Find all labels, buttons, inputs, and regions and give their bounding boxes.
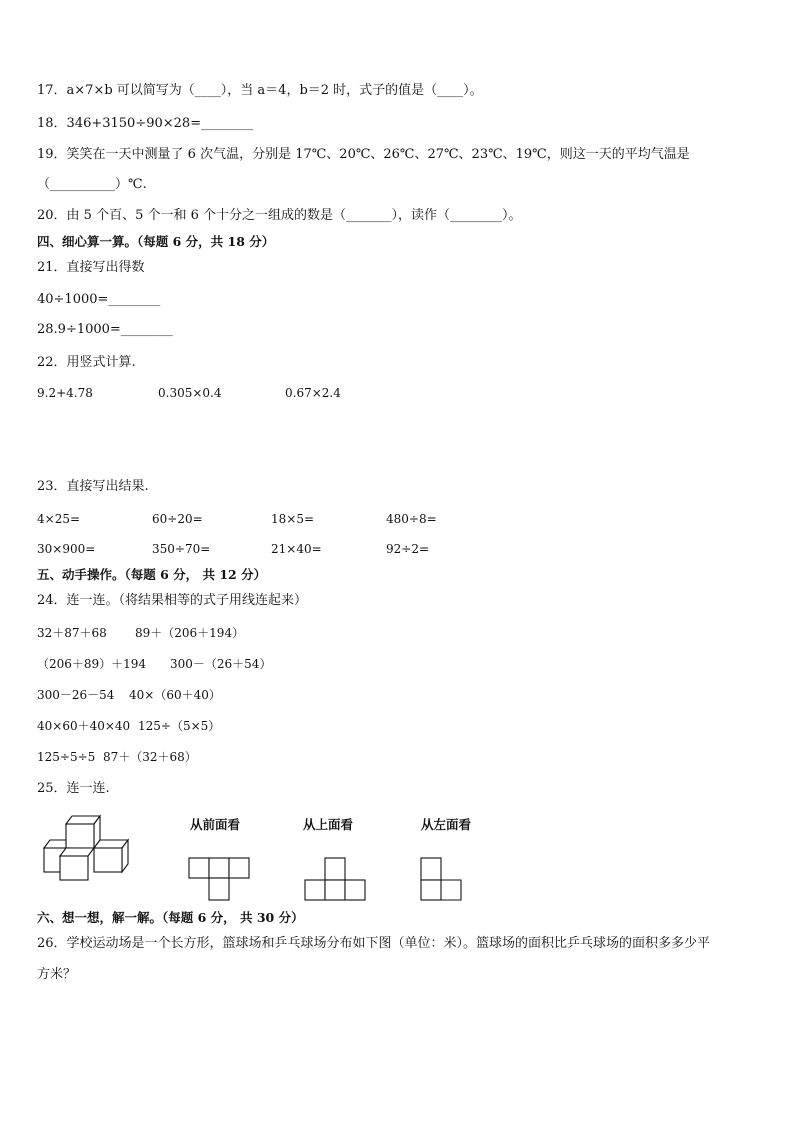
q22-item-2: 0.305×0.4: [158, 386, 222, 400]
q23-r1-c3: 18×5=: [271, 512, 315, 526]
q23-r2-c2: 350÷70=: [152, 542, 211, 556]
view-label-left: 从左面看: [421, 817, 472, 832]
view-label-top: 从上面看: [303, 817, 354, 832]
cube-figure: [40, 812, 140, 882]
question-26-line2: 方米？: [37, 967, 77, 982]
question-19-line1: 19．笑笑在一天中测量了 6 次气温，分别是 17℃、20℃、26℃、27℃、23℃、19℃，则这一天的平均气温是: [37, 147, 690, 162]
q23-r1-c2: 60÷20=: [152, 512, 203, 526]
question-18: 18．346+3150÷90×28=________: [37, 116, 254, 131]
q21-item-1: 40÷1000=________: [37, 292, 161, 307]
q24-left-2: （206＋89）＋194: [37, 657, 147, 671]
q23-r2-c3: 21×40=: [271, 542, 322, 556]
question-23: 23．直接写出结果.: [37, 479, 149, 494]
question-21: 21．直接写出得数: [37, 260, 145, 275]
question-24: 24．连一连。（将结果相等的式子用线连起来）: [37, 593, 308, 608]
q23-r1-c4: 480÷8=: [386, 512, 437, 526]
question-26-line1: 26．学校运动场是一个长方形，篮球场和乒乓球场分布如下图（单位：米）。篮球场的面积比乒乓球场的面积多多少平: [37, 936, 711, 951]
question-20: 20．由 5 个百、5 个一和 6 个十分之一组成的数是（_______），读作（________）。: [37, 208, 522, 223]
q21-item-2: 28.9÷1000=________: [37, 322, 173, 337]
q24-left-1: 32＋87＋68: [37, 626, 107, 640]
q23-r2-c4: 92÷2=: [386, 542, 430, 556]
q24-right-4: 125÷（5×5）: [138, 719, 221, 733]
section-4-heading: 四、细心算一算。（每题 6 分，共 18 分）: [37, 234, 275, 249]
q24-right-5: 87＋（32＋68）: [103, 750, 197, 764]
q24-left-3: 300－26－54: [37, 688, 115, 702]
q23-r2-c1: 30×900=: [37, 542, 96, 556]
view-shape-2: [304, 857, 368, 903]
q23-r1-c1: 4×25=: [37, 512, 81, 526]
question-19-line2: （__________）℃.: [37, 177, 147, 192]
view-shape-1: [188, 857, 252, 903]
q24-right-3: 40×（60＋40）: [129, 688, 221, 702]
section-5-heading: 五、动手操作。（每题 6 分， 共 12 分）: [37, 567, 267, 582]
q24-right-2: 300－（26＋54）: [170, 657, 272, 671]
question-17: 17．a×7×b 可以简写为（____），当 a＝4，b＝2 时，式子的值是（____）。: [37, 83, 483, 98]
q22-item-3: 0.67×2.4: [285, 386, 341, 400]
section-6-heading: 六、想一想，解一解。（每题 6 分， 共 30 分）: [37, 910, 304, 925]
question-22: 22．用竖式计算.: [37, 355, 136, 370]
q24-left-4: 40×60＋40×40: [37, 719, 131, 733]
view-shape-3: [419, 857, 465, 903]
question-25: 25．连一连.: [37, 781, 110, 796]
q24-right-1: 89＋（206＋194）: [135, 626, 245, 640]
q22-item-1: 9.2+4.78: [37, 386, 93, 400]
view-label-front: 从前面看: [190, 817, 241, 832]
q24-left-5: 125÷5÷5: [37, 750, 96, 764]
